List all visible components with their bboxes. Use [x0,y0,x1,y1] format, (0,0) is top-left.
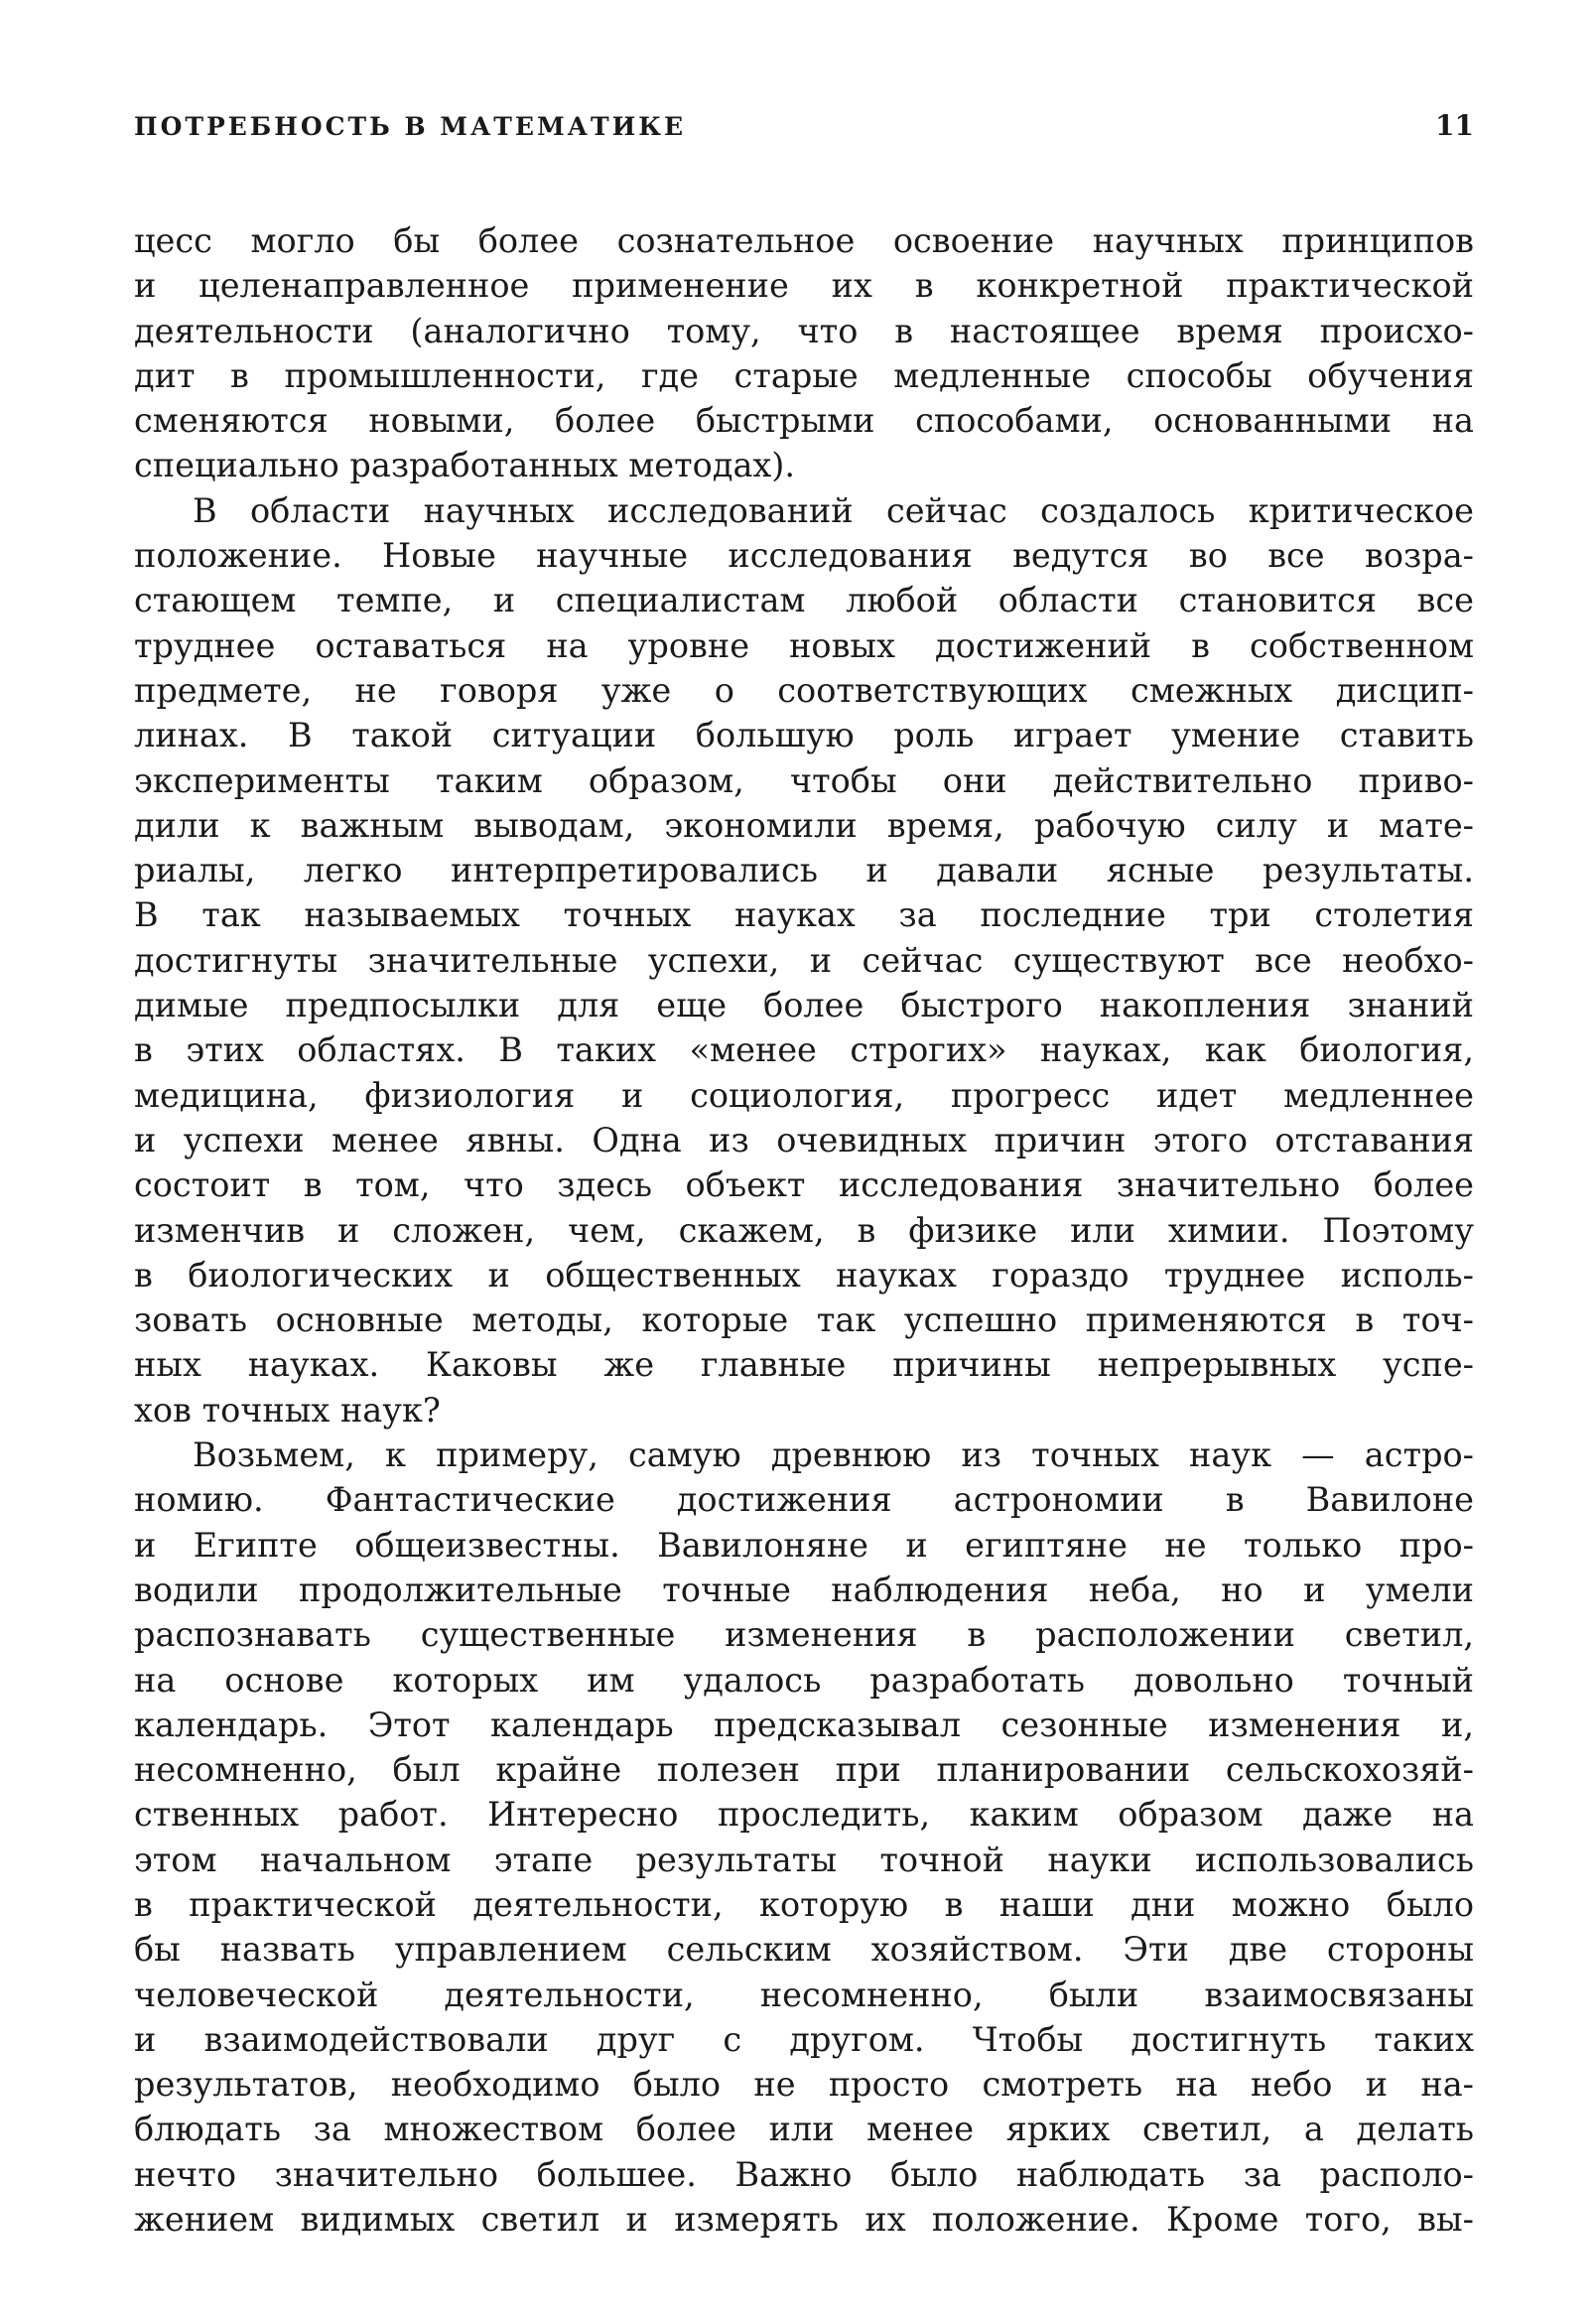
text-line: специально разработанных методах). [134,446,796,485]
text-line: В области научных исследований сейчас создалось критическое [193,490,1474,530]
text-line: труднее оставаться на уровне новых достижений в собственном [134,625,1474,665]
text-line: димые предпосылки для еще более быстрого накопления знаний [134,986,1474,1025]
text-line: календарь. Этот календарь предсказывал сезонные изменения и, [134,1705,1474,1744]
text-line: в биологических и общественных науках гораздо труднее исполь- [134,1255,1474,1295]
text-line: предмете, не говоря уже о соответствующих смежных дисцип- [134,670,1474,710]
text-line: и Египте общеизвестны. Вавилоняне и египтяне не только про- [134,1525,1474,1565]
text-line: дили к важным выводам, экономили время, рабочую силу и мате- [134,805,1474,845]
text-line: этом начальном этапе результаты точной науки использовались [134,1840,1474,1879]
text-line: состоит в том, что здесь объект исследования значительно более [134,1165,1474,1205]
text-line: бы назвать управлением сельским хозяйством. Эти две стороны [134,1930,1474,1970]
text-line: стающем темпе, и специалистам любой области становится все [134,581,1474,620]
text-line: дит в промышленности, где старые медленные способы обучения [134,355,1474,395]
text-line: несомненно, был крайне полезен при планировании сельскохозяй- [134,1750,1474,1790]
paragraph [134,218,1474,488]
text-line: цесс могло бы более сознательное освоение научных принципов [134,221,1474,260]
text-line: ственных работ. Интересно проследить, каким образом даже на [134,1795,1474,1835]
text-line: водили продолжительные точные наблюдения неба, но и умели [134,1569,1474,1609]
text-line: изменчив и сложен, чем, скажем, в физике или химии. Поэтому [134,1210,1474,1250]
text-line: результатов, необходимо было не просто смотреть на небо и на- [134,2065,1474,2105]
text-line: номию. Фантастические достижения астрономии в Вавилоне [134,1480,1474,1520]
running-head [134,109,1474,169]
text-line: и целенаправленное применение их в конкретной практической [134,266,1474,306]
text-line: медицина, физиология и социология, прогресс идет медленнее [134,1075,1474,1115]
paragraph [134,1433,1474,2242]
text-line: человеческой деятельности, несомненно, были взаимосвязаны [134,1975,1474,2014]
text-line: хов точных наук? [134,1390,441,1430]
text-line: в этих областях. В таких «менее строгих» науках, как биология, [134,1030,1474,1070]
text-line: и успехи менее явны. Одна из очевидных причин этого отставания [134,1120,1474,1160]
text-line: Возьмем, к примеру, самую древнюю из точных наук — астро- [193,1435,1474,1475]
text-line: на основе которых им удалось разработать довольно точный [134,1660,1474,1700]
page-number: 11 [1435,109,1474,142]
text-line: В так называемых точных науках за последние три столетия [134,895,1474,935]
text-line: жением видимых светил и измерять их положение. Кроме того, вы- [134,2200,1474,2240]
text-line: нечто значительно большее. Важно было наблюдать за располо- [134,2154,1474,2194]
text-line: положение. Новые научные исследования ведутся во все возра- [134,536,1474,576]
text-line: ных науках. Каковы же главные причины непрерывных успе- [134,1345,1474,1385]
body-text [134,218,1474,2242]
text-line: линах. В такой ситуации большую роль играет умение ставить [134,716,1474,755]
text-line: риалы, легко интерпретировались и давали ясные результаты. [134,851,1474,890]
text-line: зовать основные методы, которые так успешно применяются в точ- [134,1300,1474,1340]
text-line: деятельности (аналогично тому, что в настоящее время происхо- [134,311,1474,350]
text-line: распознавать существенные изменения в расположении светил, [134,1615,1474,1655]
text-line: достигнуты значительные успехи, и сейчас существуют все необхо- [134,940,1474,980]
book-page [134,109,1474,2242]
text-line: в практической деятельности, которую в наши дни можно было [134,1884,1474,1924]
paragraph [134,488,1474,1433]
text-line: и взаимодействовали друг с другом. Чтобы достигнуть таких [134,2019,1474,2059]
text-line: блюдать за множеством более или менее ярких светил, а делать [134,2110,1474,2149]
text-line: сменяются новыми, более быстрыми способами, основанными на [134,401,1474,441]
running-head-title: ПОТРЕБНОСТЬ В МАТЕМАТИКЕ [134,112,687,141]
text-line: эксперименты таким образом, чтобы они действительно приво- [134,760,1474,800]
